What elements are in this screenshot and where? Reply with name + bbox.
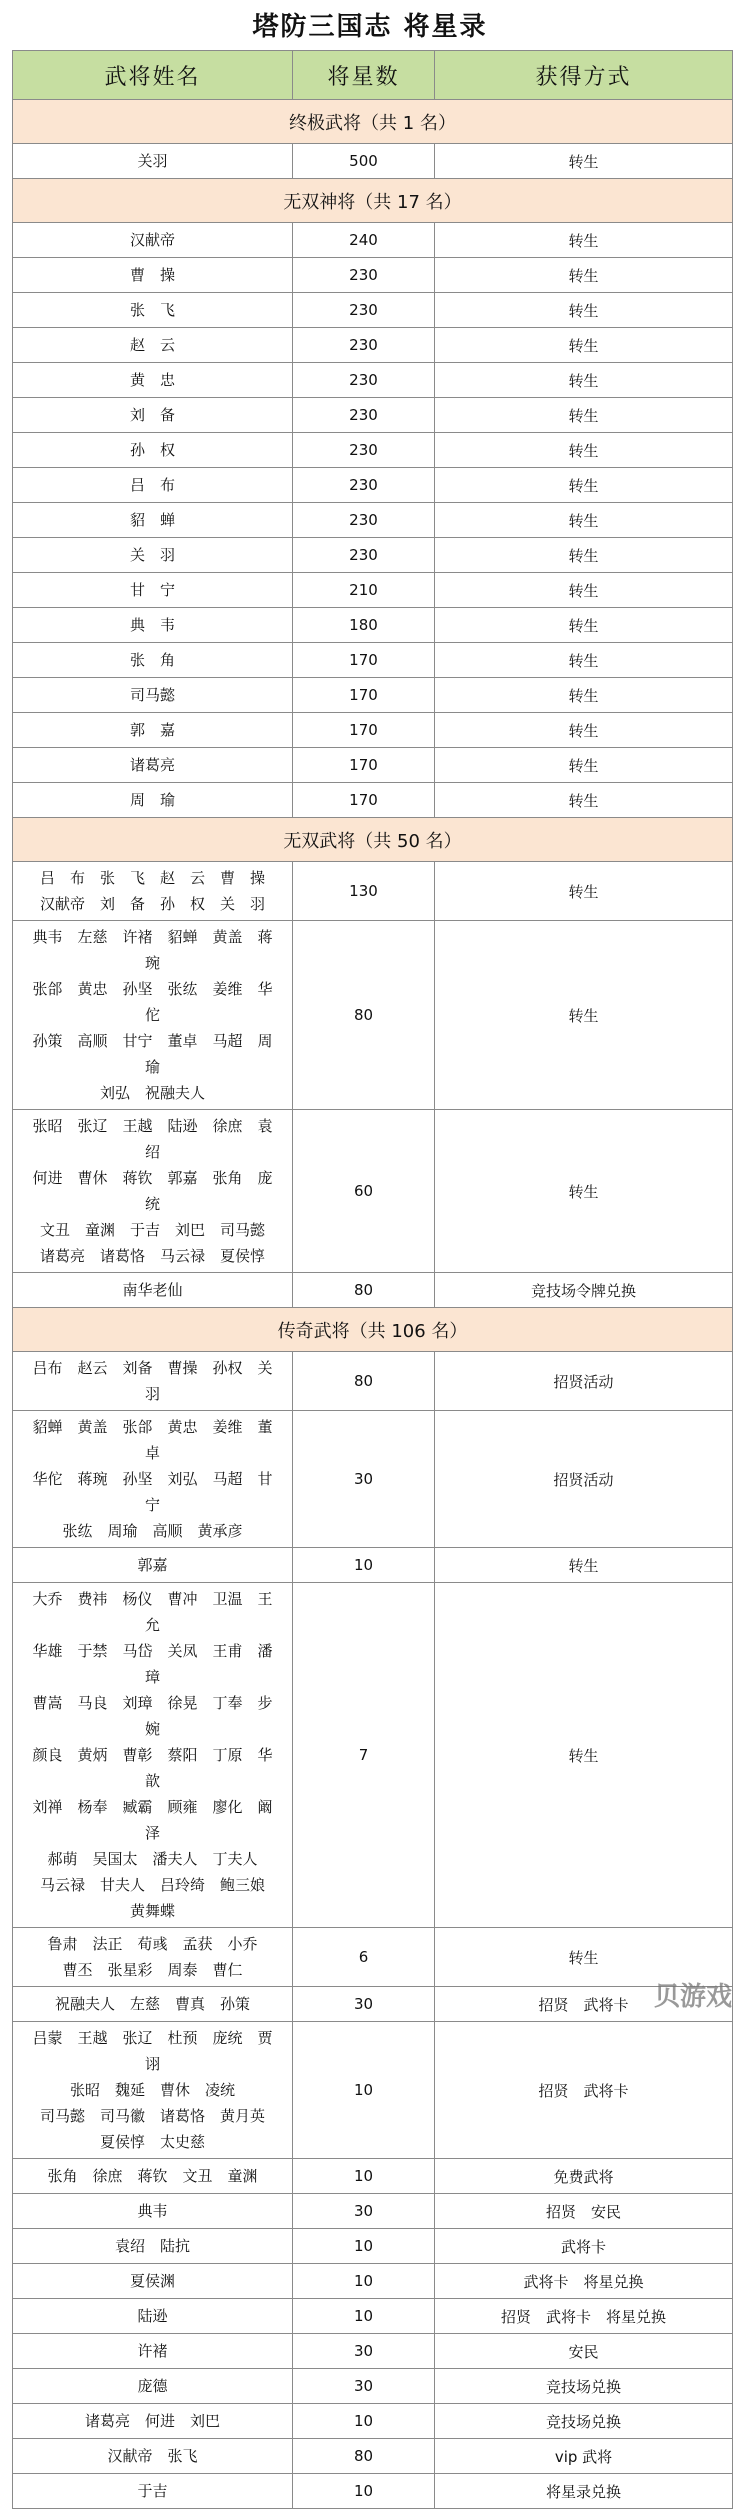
source-cell: 转生 xyxy=(435,713,733,748)
general-names-line: 曹 操 xyxy=(31,262,274,288)
general-names-line: 司马懿 司马徽 诸葛恪 黄月英 xyxy=(31,2103,274,2129)
table-row xyxy=(13,2404,733,2439)
source-cell: 将星录兑换 xyxy=(435,2474,733,2509)
general-names-cell xyxy=(13,921,293,1110)
general-names-line: 诸葛亮 诸葛恪 马云禄 夏侯惇 xyxy=(31,1243,274,1269)
table-row xyxy=(13,258,733,293)
general-names-cell xyxy=(13,293,293,328)
table-row xyxy=(13,783,733,818)
general-names-line: 刘禅 杨奉 臧霸 顾雍 廖化 阚泽 xyxy=(31,1794,274,1846)
stars-cell: 170 xyxy=(293,643,435,678)
table-row xyxy=(13,1928,733,1987)
general-names-line: 汉献帝 刘 备 孙 权 关 羽 xyxy=(31,891,274,917)
stars-cell: 10 xyxy=(293,2299,435,2334)
general-names-cell xyxy=(13,748,293,783)
general-names-line: 张 角 xyxy=(31,647,274,673)
general-names-line: 吕蒙 王越 张辽 杜预 庞统 贾诩 xyxy=(31,2025,274,2077)
source-cell: 转生 xyxy=(435,748,733,783)
stars-cell: 170 xyxy=(293,713,435,748)
source-cell: 转生 xyxy=(435,223,733,258)
general-names-cell xyxy=(13,678,293,713)
general-names-line: 吕 布 xyxy=(31,472,274,498)
general-names-cell xyxy=(13,398,293,433)
general-names-line: 许褚 xyxy=(31,2338,274,2364)
general-names-line: 甘 宁 xyxy=(31,577,274,603)
general-names-cell xyxy=(13,2439,293,2474)
section-label: 传奇武将（共 106 名） xyxy=(13,1308,733,1352)
source-cell: 转生 xyxy=(435,538,733,573)
table-row xyxy=(13,1987,733,2022)
general-names-line: 汉献帝 xyxy=(31,227,274,253)
general-names-line: 赵 云 xyxy=(31,332,274,358)
general-names-cell xyxy=(13,1110,293,1273)
stars-cell: 210 xyxy=(293,573,435,608)
general-names-cell xyxy=(13,433,293,468)
table-row xyxy=(13,2439,733,2474)
source-cell: 招贤 武将卡 将星兑换 xyxy=(435,2299,733,2334)
general-names-line: 何进 曹休 蒋钦 郭嘉 张角 庞统 xyxy=(31,1165,274,1217)
general-names-cell xyxy=(13,328,293,363)
table-header xyxy=(13,51,733,100)
general-names-line: 颜良 黄炳 曹彰 蔡阳 丁原 华歆 xyxy=(31,1742,274,1794)
general-names-line: 关羽 xyxy=(31,148,274,174)
table-row xyxy=(13,2159,733,2194)
general-names-cell xyxy=(13,1987,293,2022)
source-cell: 转生 xyxy=(435,363,733,398)
stars-cell: 230 xyxy=(293,398,435,433)
table-row xyxy=(13,2229,733,2264)
source-cell: 转生 xyxy=(435,1548,733,1583)
general-names-line: 鲁肃 法正 荀彧 孟获 小乔 xyxy=(31,1931,274,1957)
general-names-cell xyxy=(13,258,293,293)
star-table xyxy=(12,50,733,2509)
general-names-cell xyxy=(13,2194,293,2229)
general-names-line: 孙策 高顺 甘宁 董卓 马超 周瑜 xyxy=(31,1028,274,1080)
general-names-cell xyxy=(13,2229,293,2264)
general-names-cell xyxy=(13,2404,293,2439)
general-names-line: 刘弘 祝融夫人 xyxy=(31,1080,274,1106)
stars-cell: 230 xyxy=(293,293,435,328)
stars-cell: 500 xyxy=(293,144,435,179)
section-label: 无双武将（共 50 名） xyxy=(13,818,733,862)
stars-cell: 130 xyxy=(293,862,435,921)
source-cell: 招贤 武将卡 xyxy=(435,2022,733,2159)
table-row xyxy=(13,433,733,468)
source-cell: 转生 xyxy=(435,921,733,1110)
stars-cell: 230 xyxy=(293,363,435,398)
general-names-cell xyxy=(13,2369,293,2404)
table-row xyxy=(13,862,733,921)
stars-cell: 80 xyxy=(293,2439,435,2474)
table-row xyxy=(13,363,733,398)
stars-cell: 30 xyxy=(293,1411,435,1548)
header-stars: 将星数 xyxy=(293,51,435,100)
general-names-line: 于吉 xyxy=(31,2478,274,2504)
source-cell: 转生 xyxy=(435,573,733,608)
source-cell: 招贤 安民 xyxy=(435,2194,733,2229)
table-row xyxy=(13,748,733,783)
table-row xyxy=(13,2334,733,2369)
general-names-line: 庞德 xyxy=(31,2373,274,2399)
general-names-cell xyxy=(13,503,293,538)
source-cell: 转生 xyxy=(435,862,733,921)
stars-cell: 170 xyxy=(293,783,435,818)
section-header xyxy=(13,1308,733,1352)
general-names-line: 华佗 蒋琬 孙坚 刘弘 马超 甘宁 xyxy=(31,1466,274,1518)
table-row xyxy=(13,643,733,678)
section-header xyxy=(13,100,733,144)
general-names-line: 吕布 赵云 刘备 曹操 孙权 关羽 xyxy=(31,1355,274,1407)
stars-cell: 230 xyxy=(293,503,435,538)
general-names-cell xyxy=(13,363,293,398)
stars-cell: 10 xyxy=(293,1548,435,1583)
table-row xyxy=(13,223,733,258)
general-names-cell xyxy=(13,1411,293,1548)
table-row xyxy=(13,1352,733,1411)
general-names-line: 夏侯渊 xyxy=(31,2268,274,2294)
source-cell: 安民 xyxy=(435,2334,733,2369)
source-cell: vip 武将 xyxy=(435,2439,733,2474)
general-names-cell xyxy=(13,144,293,179)
stars-cell: 80 xyxy=(293,921,435,1110)
table-row xyxy=(13,398,733,433)
source-cell: 武将卡 xyxy=(435,2229,733,2264)
general-names-line: 马云禄 甘夫人 吕玲绮 鲍三娘 xyxy=(31,1872,274,1898)
general-names-cell xyxy=(13,1548,293,1583)
general-names-cell xyxy=(13,2334,293,2369)
general-names-cell xyxy=(13,608,293,643)
table-row xyxy=(13,144,733,179)
general-names-line: 南华老仙 xyxy=(31,1277,274,1303)
general-names-line: 张郃 黄忠 孙坚 张纮 姜维 华佗 xyxy=(31,976,274,1028)
table-row xyxy=(13,1273,733,1308)
stars-cell: 10 xyxy=(293,2022,435,2159)
general-names-cell xyxy=(13,538,293,573)
source-cell: 招贤 武将卡 xyxy=(435,1987,733,2022)
general-names-line: 祝融夫人 左慈 曹真 孙策 xyxy=(31,1991,274,2017)
table-row xyxy=(13,1110,733,1273)
general-names-line: 张 飞 xyxy=(31,297,274,323)
general-names-cell xyxy=(13,2299,293,2334)
table-row xyxy=(13,1548,733,1583)
stars-cell: 7 xyxy=(293,1583,435,1928)
general-names-line: 周 瑜 xyxy=(31,787,274,813)
general-names-cell xyxy=(13,783,293,818)
general-names-line: 孙 权 xyxy=(31,437,274,463)
stars-cell: 10 xyxy=(293,2229,435,2264)
source-cell: 转生 xyxy=(435,293,733,328)
general-names-line: 郭 嘉 xyxy=(31,717,274,743)
stars-cell: 240 xyxy=(293,223,435,258)
table-row xyxy=(13,2194,733,2229)
general-names-line: 汉献帝 张飞 xyxy=(31,2443,274,2469)
general-names-line: 郝萌 吴国太 潘夫人 丁夫人 xyxy=(31,1846,274,1872)
general-names-cell xyxy=(13,2159,293,2194)
general-names-cell xyxy=(13,1273,293,1308)
source-cell: 竞技场令牌兑换 xyxy=(435,1273,733,1308)
source-cell: 转生 xyxy=(435,328,733,363)
table-row xyxy=(13,2264,733,2299)
general-names-line: 袁绍 陆抗 xyxy=(31,2233,274,2259)
general-names-line: 诸葛亮 何进 刘巴 xyxy=(31,2408,274,2434)
general-names-line: 张纮 周瑜 高顺 黄承彦 xyxy=(31,1518,274,1544)
table-row xyxy=(13,1583,733,1928)
section-header xyxy=(13,179,733,223)
table-row xyxy=(13,538,733,573)
stars-cell: 230 xyxy=(293,328,435,363)
general-names-line: 大乔 费祎 杨仪 曹冲 卫温 王允 xyxy=(31,1586,274,1638)
general-names-line: 刘 备 xyxy=(31,402,274,428)
general-names-line: 典韦 左慈 许褚 貂蝉 黄盖 蒋琬 xyxy=(31,924,274,976)
general-names-line: 黄舞蝶 xyxy=(31,1898,274,1924)
source-cell: 转生 xyxy=(435,608,733,643)
general-names-line: 郭嘉 xyxy=(31,1552,274,1578)
source-cell: 转生 xyxy=(435,258,733,293)
general-names-line: 曹丕 张星彩 周泰 曹仁 xyxy=(31,1957,274,1983)
stars-cell: 60 xyxy=(293,1110,435,1273)
stars-cell: 6 xyxy=(293,1928,435,1987)
stars-cell: 30 xyxy=(293,2369,435,2404)
general-names-cell xyxy=(13,1583,293,1928)
general-names-line: 典 韦 xyxy=(31,612,274,638)
source-cell: 竞技场兑换 xyxy=(435,2369,733,2404)
source-cell: 竞技场兑换 xyxy=(435,2404,733,2439)
general-names-line: 张昭 魏延 曹休 凌统 xyxy=(31,2077,274,2103)
stars-cell: 10 xyxy=(293,2264,435,2299)
general-names-line: 司马懿 xyxy=(31,682,274,708)
stars-cell: 30 xyxy=(293,2194,435,2229)
table-row xyxy=(13,573,733,608)
stars-cell: 230 xyxy=(293,433,435,468)
general-names-line: 曹嵩 马良 刘璋 徐晃 丁奉 步婉 xyxy=(31,1690,274,1742)
general-names-cell xyxy=(13,2264,293,2299)
stars-cell: 30 xyxy=(293,2334,435,2369)
general-names-cell xyxy=(13,2474,293,2509)
stars-cell: 180 xyxy=(293,608,435,643)
watermark-logo: 贝游戏 xyxy=(654,1976,732,2013)
source-cell: 转生 xyxy=(435,1110,733,1273)
general-names-line: 华雄 于禁 马岱 关凤 王甫 潘璋 xyxy=(31,1638,274,1690)
general-names-line: 黄 忠 xyxy=(31,367,274,393)
source-cell: 转生 xyxy=(435,783,733,818)
table-row xyxy=(13,328,733,363)
general-names-cell xyxy=(13,643,293,678)
source-cell: 招贤活动 xyxy=(435,1411,733,1548)
stars-cell: 10 xyxy=(293,2474,435,2509)
source-cell: 转生 xyxy=(435,1583,733,1928)
section-header xyxy=(13,818,733,862)
table-row xyxy=(13,1411,733,1548)
general-names-line: 夏侯惇 太史慈 xyxy=(31,2129,274,2155)
stars-cell: 230 xyxy=(293,538,435,573)
stars-cell: 230 xyxy=(293,468,435,503)
table-row xyxy=(13,503,733,538)
general-names-cell xyxy=(13,1928,293,1987)
table-row xyxy=(13,713,733,748)
table-row xyxy=(13,2369,733,2404)
stars-cell: 10 xyxy=(293,2404,435,2439)
source-cell: 武将卡 将星兑换 xyxy=(435,2264,733,2299)
table-row xyxy=(13,921,733,1110)
general-names-line: 貂 蝉 xyxy=(31,507,274,533)
table-row xyxy=(13,293,733,328)
general-names-line: 典韦 xyxy=(31,2198,274,2224)
source-cell: 转生 xyxy=(435,1928,733,1987)
stars-cell: 80 xyxy=(293,1273,435,1308)
stars-cell: 170 xyxy=(293,678,435,713)
general-names-line: 诸葛亮 xyxy=(31,752,274,778)
general-names-line: 文丑 童渊 于吉 刘巴 司马懿 xyxy=(31,1217,274,1243)
general-names-cell xyxy=(13,2022,293,2159)
source-cell: 转生 xyxy=(435,144,733,179)
source-cell: 招贤活动 xyxy=(435,1352,733,1411)
section-label: 终极武将（共 1 名） xyxy=(13,100,733,144)
source-cell: 免费武将 xyxy=(435,2159,733,2194)
source-cell: 转生 xyxy=(435,398,733,433)
general-names-line: 关 羽 xyxy=(31,542,274,568)
general-names-cell xyxy=(13,862,293,921)
table-row xyxy=(13,468,733,503)
table-row xyxy=(13,2299,733,2334)
general-names-line: 吕 布 张 飞 赵 云 曹 操 xyxy=(31,865,274,891)
table-row xyxy=(13,2022,733,2159)
general-names-cell xyxy=(13,713,293,748)
general-names-cell xyxy=(13,468,293,503)
general-names-cell xyxy=(13,1352,293,1411)
source-cell: 转生 xyxy=(435,643,733,678)
section-label: 无双神将（共 17 名） xyxy=(13,179,733,223)
general-names-cell xyxy=(13,223,293,258)
general-names-line: 张昭 张辽 王越 陆逊 徐庶 袁绍 xyxy=(31,1113,274,1165)
stars-cell: 80 xyxy=(293,1352,435,1411)
stars-cell: 230 xyxy=(293,258,435,293)
header-source: 获得方式 xyxy=(435,51,733,100)
stars-cell: 170 xyxy=(293,748,435,783)
stars-cell: 10 xyxy=(293,2159,435,2194)
table-row xyxy=(13,678,733,713)
general-names-line: 陆逊 xyxy=(31,2303,274,2329)
stars-cell: 30 xyxy=(293,1987,435,2022)
source-cell: 转生 xyxy=(435,468,733,503)
header-name: 武将姓名 xyxy=(13,51,293,100)
general-names-cell xyxy=(13,573,293,608)
page-title: 塔防三国志 将星录 xyxy=(0,0,740,50)
source-cell: 转生 xyxy=(435,678,733,713)
general-names-line: 貂蝉 黄盖 张郃 黄忠 姜维 董卓 xyxy=(31,1414,274,1466)
table-row xyxy=(13,2474,733,2509)
table-row xyxy=(13,608,733,643)
source-cell: 转生 xyxy=(435,503,733,538)
general-names-line: 张角 徐庶 蒋钦 文丑 童渊 xyxy=(31,2163,274,2189)
source-cell: 转生 xyxy=(435,433,733,468)
